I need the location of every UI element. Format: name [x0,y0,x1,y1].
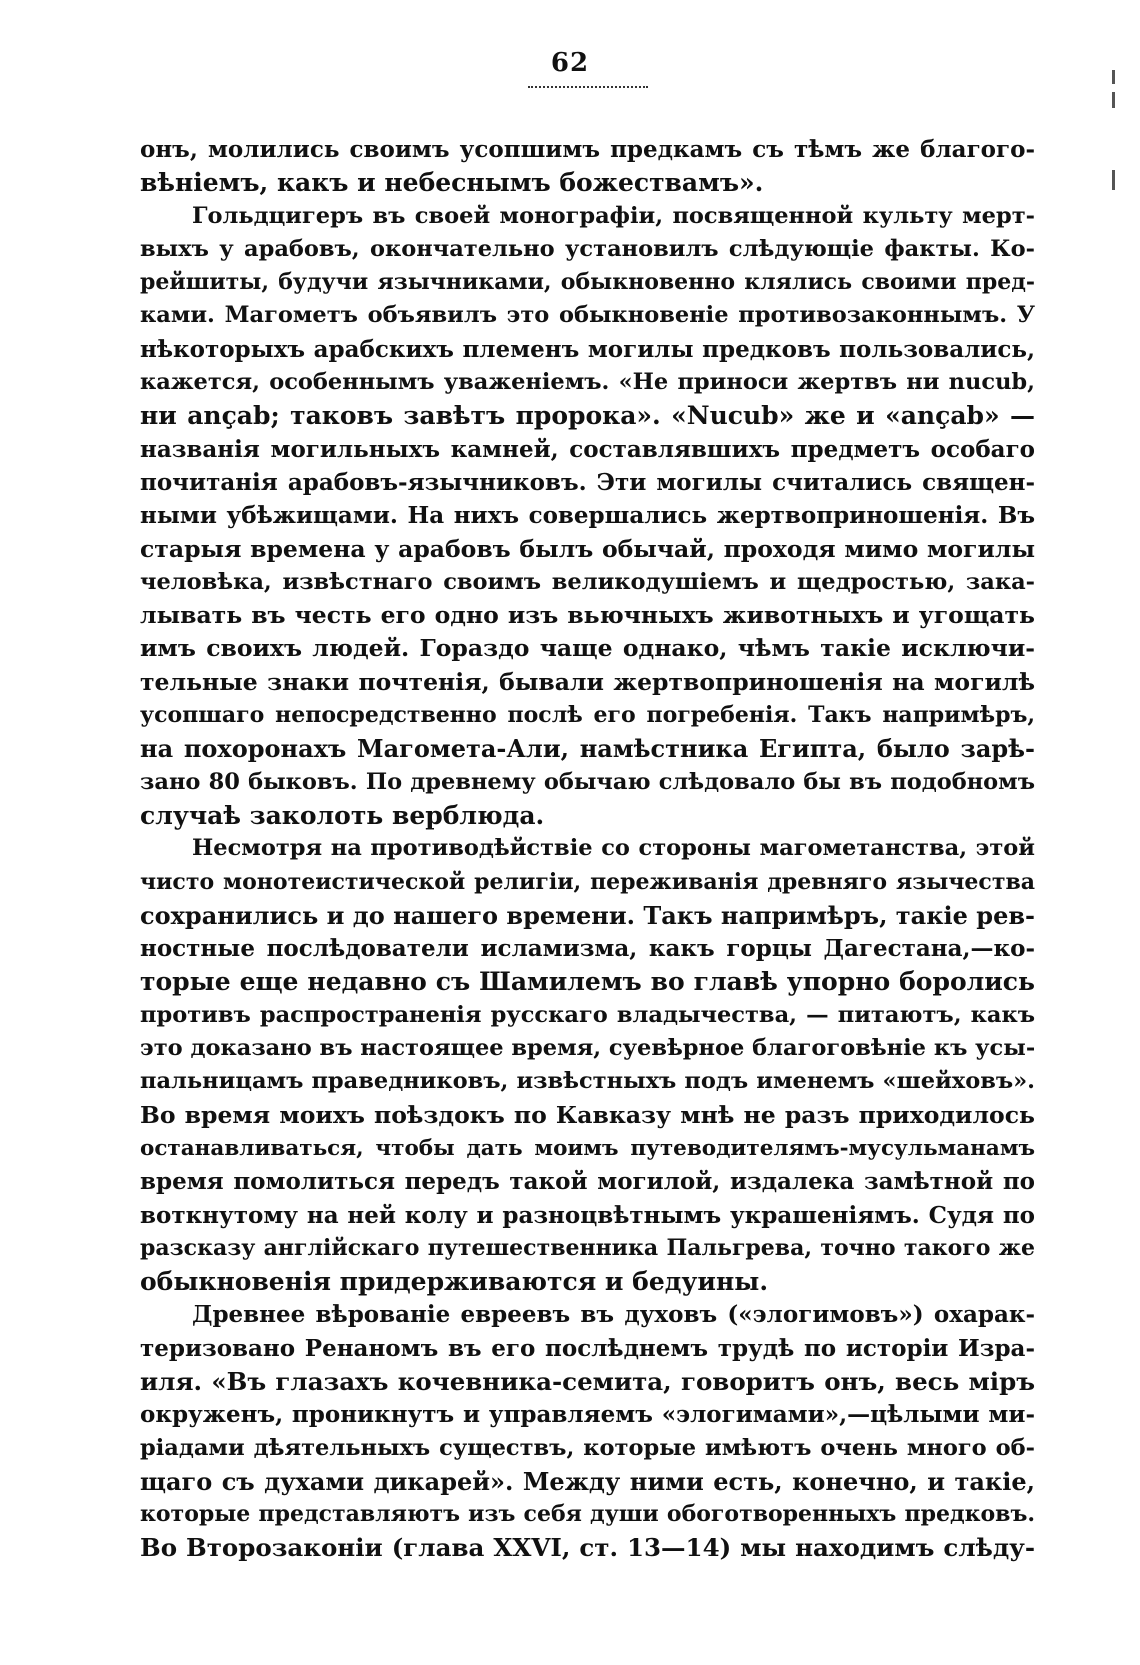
text-line: названія могильныхъ камней, составлявшихъ предметъ особаго [140,435,1035,463]
text-lines [140,133,1035,1565]
text-line: Гольдцигеръ въ своей монографіи, посвященной культу мерт- [192,202,1035,229]
text-line: кажется, особеннымъ уваженіемъ. «Не приноси жертвъ ни nucub, [140,369,1035,396]
text-line: ріадами дѣятельныхъ существъ, которые имѣютъ очень много об- [140,1434,1035,1461]
text-line: обыкновенія придерживаются и бедуины. [140,1267,769,1297]
text-line: выхъ у арабовъ, окончательно установилъ слѣдующіе факты. Ко- [140,235,1035,262]
text-line: Древнее вѣрованіе евреевъ въ духовъ («элогимовъ») охарак- [192,1301,1035,1329]
text-line: ными убѣжищами. На нихъ совершались жертвоприношенія. Въ [140,502,1035,530]
text-line: нѣкоторыхъ арабскихъ племенъ могилы предковъ пользовались, [140,335,1035,363]
page-number: 62 [550,48,590,78]
text-line: ками. Магометъ объявилъ это обыкновеніе противозаконнымъ. У [140,302,1035,329]
text-line: теризовано Ренаномъ въ его послѣднемъ трудѣ по исторіи Изра- [140,1334,1035,1362]
text-line: ни ançab; таковъ завѣтъ пророка». «Nucub» же и «ançab» — [140,401,1035,431]
text-line: усопшаго непосредственно послѣ его погребенія. Такъ напримѣръ, [140,702,1035,729]
text-line: иля. «Въ глазахъ кочевника-семита, говоритъ онъ, весь міръ [140,1366,1035,1396]
page-number-rule [528,86,648,88]
text-line: зано 80 быковъ. По древнему обычаю слѣдовало бы въ подобномъ [140,768,1035,795]
text-line: окруженъ, проникнутъ и управляемъ «элогимами»,—цѣлыми ми- [140,1401,1035,1429]
text-line: случаѣ заколоть верблюда. [140,800,545,830]
text-line: Во время моихъ поѣздокъ по Кавказу мнѣ не разъ приходилось [140,1100,1035,1129]
text-line: вѣніемъ, какъ и небеснымъ божествамъ». [140,168,764,198]
text-line: Несмотря на противодѣйствіе со стороны магометанства, этой [192,835,1035,862]
text-line: щаго съ духами дикарей». Между ними есть, конечно, и такіе, [140,1466,1035,1496]
text-line: ностные послѣдователи исламизма, какъ горцы Дагестана,—ко- [140,935,1035,963]
text-line: почитанія арабовъ-язычниковъ. Эти могилы считались священ- [140,468,1035,496]
text-line: время помолиться передъ такой могилой, издалека замѣтной по [140,1168,1035,1196]
text-line: пальницамъ праведниковъ, извѣстныхъ подъ именемъ «шейховъ». [140,1068,1035,1095]
text-line: торые еще недавно съ Шамилемъ во главѣ упорно боролись [140,967,1035,997]
text-line: сохранились и до нашего времени. Такъ напримѣръ, такіе рев- [140,900,1035,930]
text-line: тельные знаки почтенія, бывали жертвоприношенія на могилѣ [140,667,1035,696]
text-line: человѣка, извѣстнаго своимъ великодушіемъ и щедростью, зака- [140,568,1035,595]
text-line: противъ распространенія русскаго владычества, — питаютъ, какъ [140,1001,1035,1028]
text-line: лывать въ честь его одно изъ вьючныхъ животныхъ и угощать [140,601,1035,630]
text-line: онъ, молились своимъ усопшимъ предкамъ съ тѣмъ же благого- [140,136,1035,163]
text-line: имъ своихъ людей. Гораздо чаще однако, чѣмъ такіе исключи- [140,634,1035,663]
text-line: старыя времена у арабовъ былъ обычай, проходя мимо могилы [140,534,1035,563]
text-line: Во Второзаконіи (глава XXVI, ст. 13—14) мы находимъ слѣду- [140,1533,1035,1563]
text-line: на похоронахъ Магомета-Али, намѣстника Египта, было зарѣ- [140,734,1035,764]
body-text [140,133,1035,1565]
text-line: чисто монотеистической религіи, переживанія древняго язычества [140,868,1035,895]
text-line: это доказано въ настоящее время, суевѣрное благоговѣніе къ усы- [140,1035,1036,1062]
text-line: останавливаться, чтобы дать моимъ путеводителямъ-мусульманамъ [140,1135,1035,1161]
text-line: разсказу англійскаго путешественника Пальгрева, точно такого же [140,1234,1035,1261]
margin-scan-marks [1112,70,1116,220]
text-line: воткнутому на ней колу и разноцвѣтнымъ украшеніямъ. Судя по [140,1201,1035,1229]
text-line: которые представляютъ изъ себя души обоготворенныхъ предковъ. [140,1501,1035,1528]
text-line: рейшиты, будучи язычниками, обыкновенно клялись своими пред- [140,269,1035,296]
